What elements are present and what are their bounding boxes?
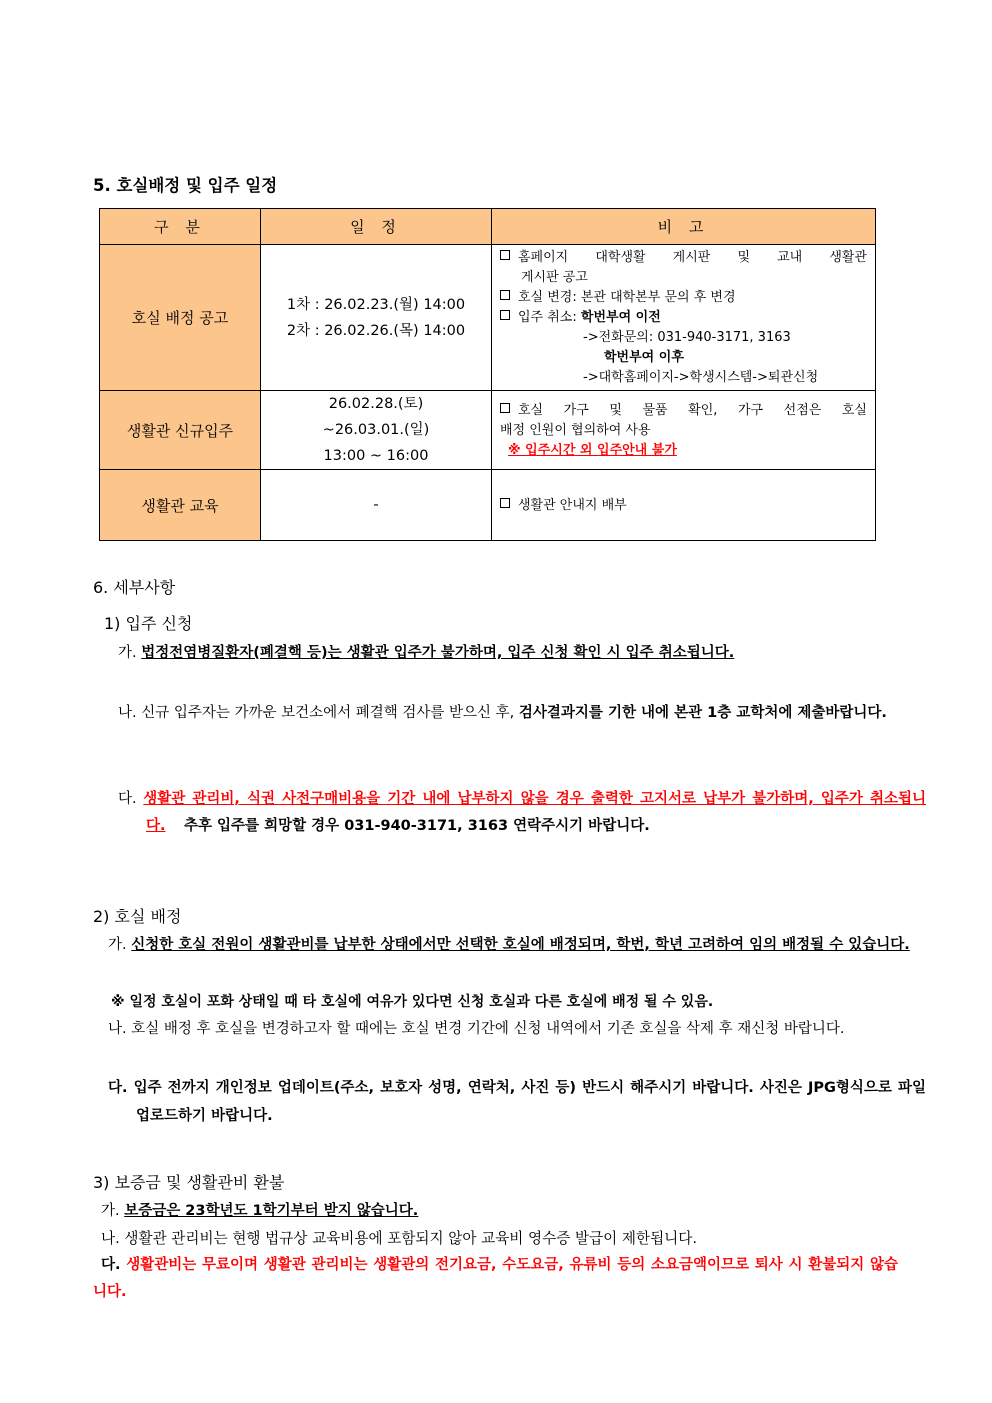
row-notes [492,391,876,470]
row-label: 생활관 교육 [100,470,261,541]
item-text: 추후 입주를 희망할 경우 031-940-3171, 3163 연락주시기 바랍니다. [183,818,650,834]
checkbox-icon [500,310,510,320]
header-remarks: 비 고 [492,209,876,245]
sub3-item-ga [101,1198,891,1225]
note-text: 호실 가구 및 물품 확인, 가구 선점은 호실 [518,402,867,418]
sub3-title: 3) 보증금 및 생활관비 환불 [93,1173,285,1192]
checkbox-icon [500,498,510,508]
note-text: 학번부여 이전 [580,310,661,325]
item-prefix: 다. [108,1080,134,1096]
schedule-line: 1차 : 26.02.23.(월) 14:00 [286,296,466,313]
sub2-item-na [108,1016,926,1043]
item-prefix: 가. [118,645,142,661]
sub1-item-na [118,700,926,727]
item-text-red: 생활관비는 무료이며 생활관 관리비는 생활관의 전기요금, 수도요금, 유류비 등의 소요금액이므로 퇴사 시 환불되지 않습니다. [93,1257,898,1300]
section5-title: 5. 호실배정 및 입주 일정 [93,176,278,195]
sub1-item-ga [118,640,898,667]
sub1-title: 1) 입주 신청 [104,614,193,633]
sub2-item-da [108,1074,926,1130]
item-prefix: 나. [108,1021,132,1037]
section6-title: 6. 세부사항 [93,578,176,597]
note-text: 게시판 공고 [521,270,588,285]
row-notes [492,245,876,391]
row-schedule [261,470,492,541]
schedule-line: ~26.03.01.(일) [322,422,430,438]
schedule-line: 26.02.28.(토) [328,396,424,412]
note-text: 생활관 안내지 배부 [518,497,627,513]
note-text: 홈페이지 대학생활 게시판 및 교내 생활관 [518,250,867,265]
row-label: 생활관 신규입주 [100,391,261,470]
table-row [100,245,876,391]
sub2-item-ga [108,932,926,959]
sub2-note: ※ 일정 호실이 포화 상태일 때 타 호실에 여유가 있다면 신청 호실과 다른 호실에 배정 될 수 있음. [111,994,714,1010]
item-text-red: 생활관 관리비, 식권 사전구매비용을 기간 내에 납부하지 않을 경우 출력한 고지서로 납부가 불가하며, 입주가 취소됩니다. [143,791,926,834]
checkbox-icon [500,403,510,413]
item-text: 법정전염병질환자(폐결핵 등)는 생활관 입주가 불가하며, 입주 신청 확인 시 입주 취소됩니다. [141,645,735,661]
schedule-line: 2차 : 26.02.26.(목) 14:00 [286,322,466,339]
checkbox-icon [500,290,510,300]
note-text: 호실 변경: 본관 대학본부 문의 후 변경 [518,290,736,305]
item-text: 입주 전까지 개인정보 업데이트(주소, 보호자 성명, 연락처, 사진 등) 반드시 해주시기 바랍니다. 사진은 JPG형식으로 파일 업로드하기 바랍니다. [133,1080,926,1124]
note-text: 학번부여 이후 [604,350,684,365]
item-text: 신청한 호실 전원이 생활관비를 납부한 상태에서만 선택한 호실에 배정되며, 학번, 학년 고려하여 임의 배정될 수 있습니다. [131,937,910,953]
schedule-line: - [373,497,379,513]
sub1-item-da [118,786,926,840]
header-schedule: 일 정 [261,209,492,245]
item-prefix: 다. [101,1257,127,1273]
schedule-line: 13:00 ~ 16:00 [323,448,429,464]
header-category: 구 분 [100,209,261,245]
item-prefix: 다. [118,791,144,807]
item-prefix: 가. [101,1203,125,1219]
item-prefix: 가. [108,937,132,953]
warning-text: ※ 입주시간 외 입주안내 불가 [508,442,677,458]
item-text: 보증금은 23학년도 1학기부터 받지 않습니다. [124,1203,419,1219]
item-text: 검사결과지를 기한 내에 본관 1층 교학처에 제출바랍니다. [518,705,887,721]
table-row [100,470,876,541]
item-text: 신규 입주자는 가까운 보건소에서 폐결핵 검사를 받으신 후, [141,705,519,721]
row-schedule [261,391,492,470]
item-prefix: 나. [118,705,142,721]
row-schedule [261,245,492,391]
item-text: 호실 배정 후 호실을 변경하고자 할 때에는 호실 변경 기간에 신청 내역에서 기존 호실을 삭제 후 재신청 바랍니다. [131,1021,845,1037]
table-row [100,391,876,470]
note-text: ->전화문의: 031-940-3171, 3163 [583,330,791,345]
checkbox-icon [500,250,510,260]
row-label: 호실 배정 공고 [100,245,261,391]
sub3-item-na: 나. 생활관 관리비는 현행 법규상 교육비용에 포함되지 않아 교육비 영수증 발급이 제한됩니다. [101,1230,698,1247]
row-notes [492,470,876,541]
note-text: 배정 인원이 협의하여 사용 [500,422,651,438]
sub3-item-da [93,1252,898,1306]
sub2-title: 2) 호실 배정 [93,907,182,926]
schedule-table [99,208,876,541]
note-text: ->대학홈페이지->학생시스템->퇴관신청 [583,370,819,385]
table-header-row [100,209,876,245]
note-text: 입주 취소: [518,310,581,325]
